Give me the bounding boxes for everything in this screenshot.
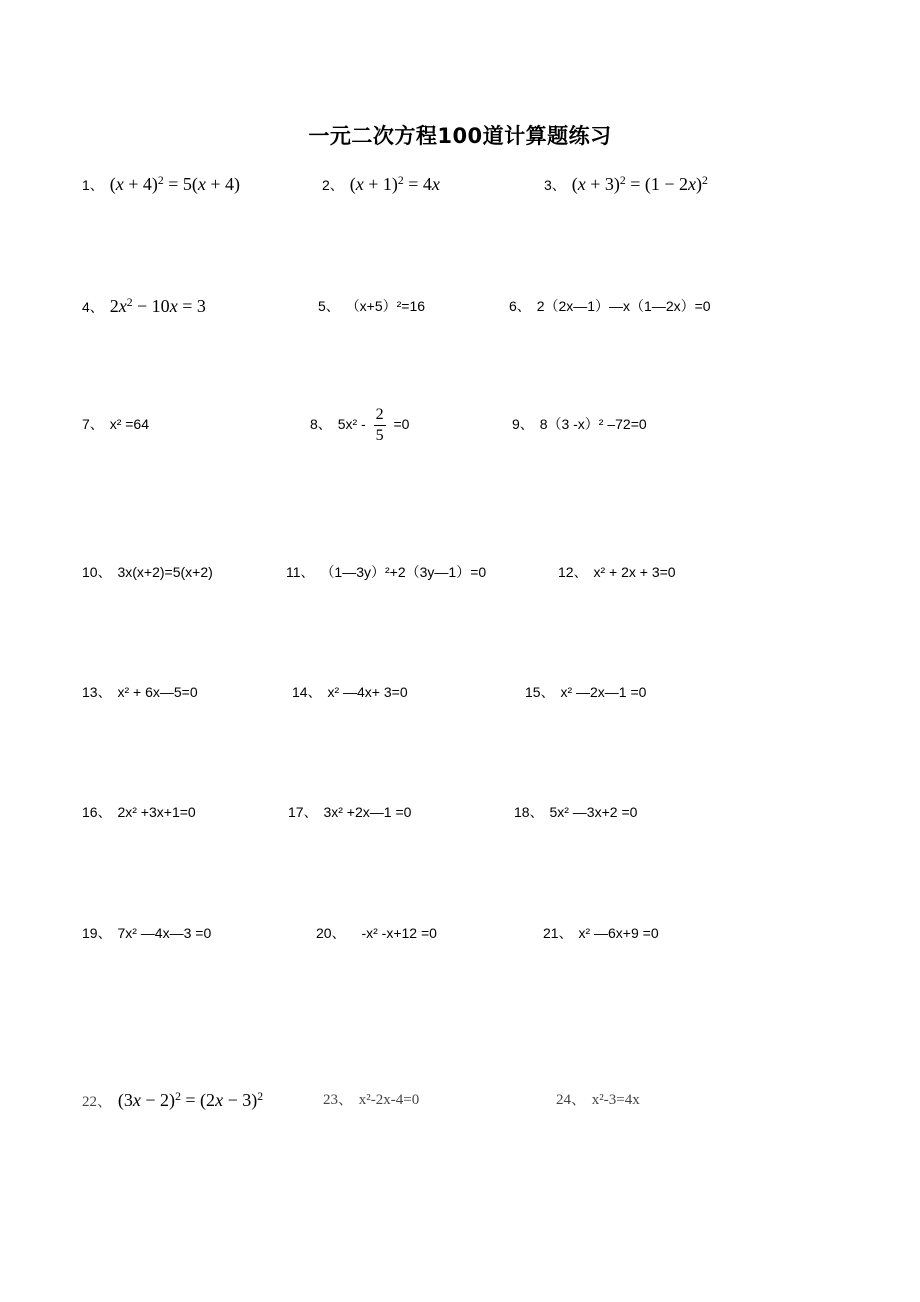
problem-number: 12、 — [558, 564, 588, 580]
problem-5 — [318, 286, 425, 326]
problem-number: 10、 — [82, 564, 112, 580]
equation: 8（3 -x）² –72=0 — [539, 416, 647, 432]
problem-3 — [544, 164, 708, 204]
problem-9 — [512, 404, 647, 444]
problem-number: 7、 — [82, 416, 104, 432]
equation: $(x + 4)^2 = 5(x + 4)$ — [109, 173, 240, 194]
page-title: 一元二次方程100道计算题练习 — [308, 124, 612, 148]
problem-number: 2、 — [322, 177, 344, 193]
problem-15 — [525, 672, 646, 712]
equation: $(x + 3)^2 = (1 - 2x)^2$ — [571, 173, 708, 194]
equation: x² —2x—1 =0 — [560, 684, 647, 700]
problem-22 — [82, 1080, 263, 1120]
problem-6 — [509, 286, 711, 326]
problem-number: 13、 — [82, 684, 112, 700]
equation: x²-3=4x — [591, 1092, 640, 1108]
fraction — [374, 405, 386, 446]
equation-post: =0 — [393, 416, 410, 432]
problem-number: 5、 — [318, 298, 340, 314]
equation-pre: 5x² - — [337, 416, 366, 432]
problem-18 — [514, 792, 637, 832]
equation: x² + 6x—5=0 — [117, 684, 198, 700]
problem-number: 16、 — [82, 804, 112, 820]
problem-number: 9、 — [512, 416, 534, 432]
equation: x² —6x+9 =0 — [578, 925, 659, 941]
problem-7 — [82, 404, 149, 444]
problem-number: 6、 — [509, 298, 531, 314]
problem-number: 20、 — [316, 925, 346, 941]
problem-4 — [82, 286, 206, 326]
problem-19 — [82, 913, 211, 953]
equation: $(3x - 2)^2 = (2x - 3)^2$ — [117, 1089, 264, 1110]
equation: -x² -x+12 =0 — [361, 925, 437, 941]
equation: 7x² —4x—3 =0 — [117, 925, 212, 941]
problem-number: 21、 — [543, 925, 573, 941]
problem-23 — [323, 1080, 419, 1120]
fraction-numerator: 2 — [374, 405, 386, 426]
problem-12 — [558, 552, 676, 592]
equation: 2x² +3x+1=0 — [117, 804, 196, 820]
problem-number: 4、 — [82, 299, 104, 315]
equation: $(x + 1)^2 = 4x$ — [349, 173, 440, 194]
problem-number: 17、 — [288, 804, 318, 820]
problem-number: 11、 — [286, 564, 315, 580]
problem-2 — [322, 164, 440, 204]
problem-10 — [82, 552, 213, 592]
problem-number: 19、 — [82, 925, 112, 941]
problem-number: 15、 — [525, 684, 555, 700]
problem-14 — [292, 672, 408, 712]
problem-number: 1、 — [82, 177, 104, 193]
problem-1 — [82, 164, 240, 204]
problem-13 — [82, 672, 198, 712]
problem-number: 14、 — [292, 684, 322, 700]
equation: x² —4x+ 3=0 — [327, 684, 408, 700]
equation: $2x^2 - 10x = 3$ — [109, 295, 206, 316]
equation: x² =64 — [109, 416, 149, 432]
equation: 3x(x+2)=5(x+2) — [117, 564, 213, 580]
equation: 3x² +2x—1 =0 — [323, 804, 412, 820]
problem-number: 18、 — [514, 804, 544, 820]
problem-16 — [82, 792, 196, 832]
problem-number: 24、 — [556, 1092, 587, 1108]
problem-24 — [556, 1080, 640, 1120]
equation: x²-2x-4=0 — [358, 1092, 420, 1108]
equation: 5x² —3x+2 =0 — [549, 804, 638, 820]
problem-17 — [288, 792, 411, 832]
problem-number: 3、 — [544, 177, 566, 193]
equation: （x+5）²=16 — [345, 298, 426, 314]
problem-21 — [543, 913, 659, 953]
problem-11 — [286, 552, 486, 592]
fraction-denominator: 5 — [375, 426, 384, 444]
problem-number: 8、 — [310, 416, 332, 432]
problem-number: 22、 — [82, 1094, 113, 1110]
equation: 2（2x—1）—x（1—2x）=0 — [536, 298, 711, 314]
equation: x² + 2x + 3=0 — [593, 564, 676, 580]
equation: （1—3y）²+2（3y—1）=0 — [320, 564, 487, 580]
problem-number: 23、 — [323, 1092, 354, 1108]
problem-20 — [316, 913, 437, 953]
problem-8 — [310, 404, 409, 444]
